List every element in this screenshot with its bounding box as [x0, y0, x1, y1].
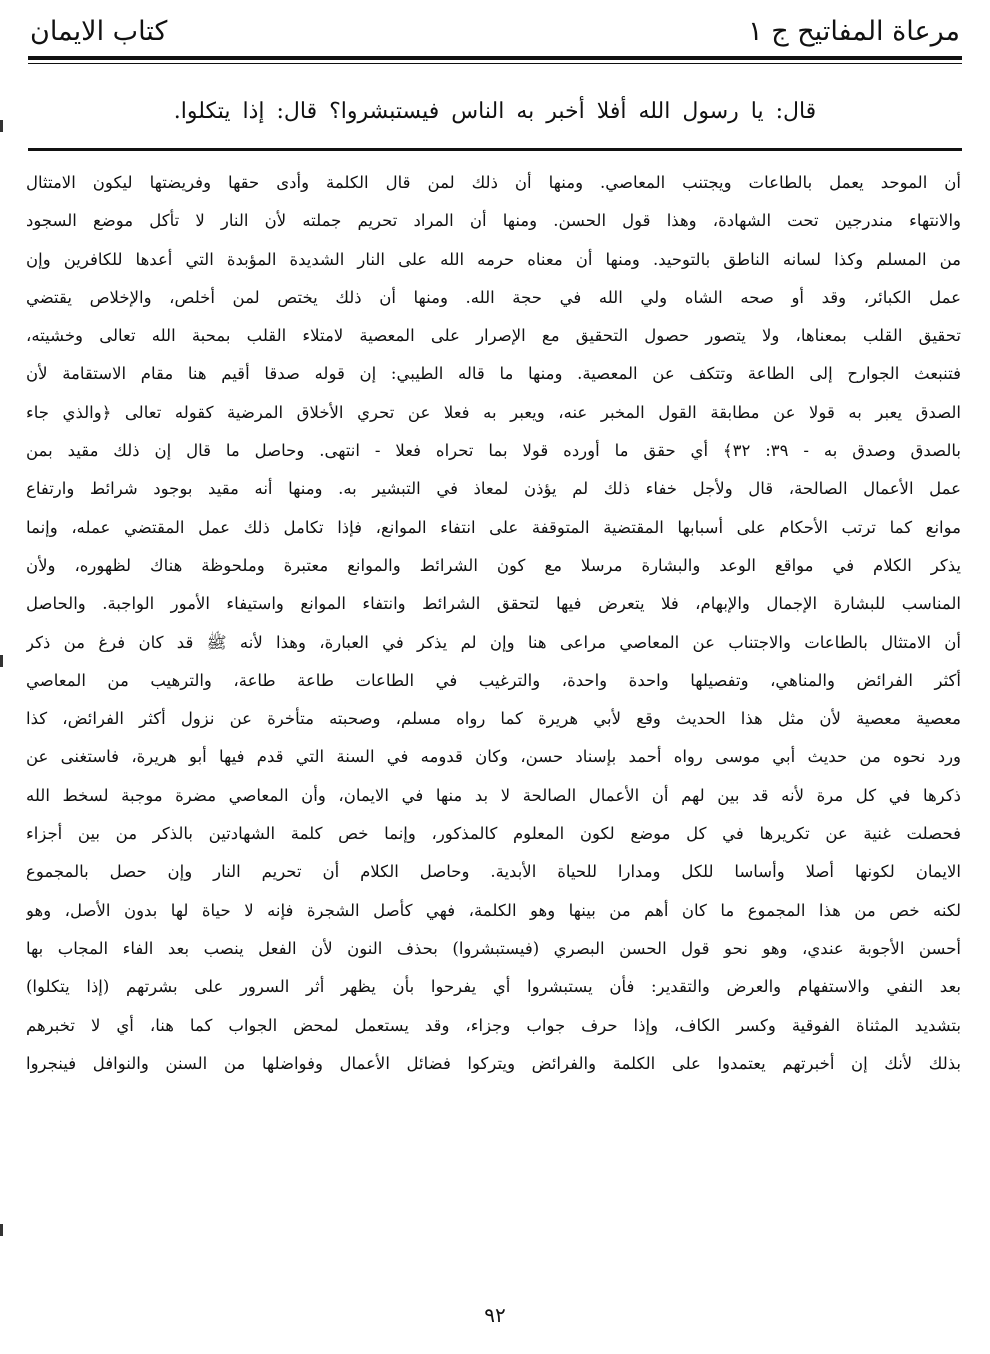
hadith-separator-rule	[28, 148, 962, 151]
commentary-line: لكنه خص من هذا المجموع ما كان أهم من بينها وهو الكلمة، فهي كأصل الشجرة فإنه لا حياة لها بدون الأصل، وهو	[26, 900, 961, 920]
chapter-title: كتاب الايمان	[30, 16, 168, 47]
commentary-line: الصدق يعبر به قولا عن مطابقة القول المخبر عنه، ويعبر به فعلا عن تحري الأخلاق المرضية كقوله تعالى ﴿والذي جاء	[26, 402, 961, 422]
header-rule-thick	[28, 56, 962, 60]
commentary-line: موانع كما ترتب الأحكام على أسبابها المقتضية المتوقفة على انتفاء الموانع، فإذا تكامل ذلك عمل المقتضي عمله، وإنما	[26, 517, 961, 537]
commentary-line: عمل الأعمال الصالحة، قال ولأجل خفاء ذلك لم يؤذن لمعاذ في التبشير به. ومنها أنه مقيد بوجود شرائط وارتفاع	[26, 479, 961, 499]
page-header	[30, 12, 960, 52]
commentary-line: أن الامتثال بالطاعات والاجتناب عن المعاصي مراعى هنا وإن لم يذكر في العبارة، وهذا لأنه ﷺ قد كان فرغ من ذكر	[26, 632, 961, 652]
book-title: مرعاة المفاتيح ج ١	[748, 16, 960, 47]
commentary-line: بذلك لأنك إن أخبرتهم يعتمدوا على الكلمة والفرائض ويتركوا فضائل الأعمال وفواضلها من السنن والنوافل فينجروا	[26, 1053, 961, 1073]
hadith-text: قال: يا رسول الله أفلا أخبر به الناس فيستبشروا؟ قال: إذا يتكلوا.	[173, 99, 817, 124]
scan-margin-mark	[0, 1224, 3, 1236]
commentary-line: معصية معصية لأن مثل هذا الحديث وقع لأبي هريرة كما رواه مسلم، وصحبته متأخرة عن نزول أكثر الفرائض، كذا	[26, 709, 961, 729]
scan-margin-mark	[0, 655, 3, 667]
commentary-line: ورد نحوه من حديث أبي موسى رواه أحمد بإسناد حسن، وكان قدومه في السنة التي قدم فيها أبو هريرة، فاستغنى عن	[26, 747, 961, 767]
commentary-line: يذكر الكلام في مواقع الوعد والبشارة مرسلا مع كون الشرائط والموانع معتبرة وملحوظة هناك لظهوره، ولأن	[26, 555, 961, 575]
commentary-body	[26, 164, 961, 1083]
commentary-line: عمل الكبائر، وقد أو صحه الشاه ولي الله في حجة الله. ومنها أن ذلك يختص لمن أخلص، والإخلاص يقتضي	[26, 287, 961, 307]
scan-margin-mark	[0, 120, 3, 132]
commentary-line: الايمان لكونها أصلا وأساسا للكل ومدارا للحياة الأبدية. وحاصل الكلام أن تحريم النار وإن حصل بالمجموع	[26, 862, 961, 882]
commentary-line: أحسن الأجوبة عندي، وهو نحو قول الحسن البصري (فيستبشروا) بحذف النون لأن الفعل ينصب بعد الفاء المجاب بها	[26, 938, 961, 958]
header-rule-thin	[28, 63, 962, 64]
commentary-line: والانتهاء مندرجين تحت الشهادة، وهذا قول الحسن. ومنها أن المراد تحريم جملته لأن النار لا تأكل موضع السجود	[26, 211, 961, 231]
commentary-line: تحقيق القلب بمعناها، ولا يتصور حصول التحقيق مع الإصرار على المعصية لامتلاء القلب بمحبة الله تعالى وخشيته،	[26, 326, 961, 346]
commentary-line: المناسب للبشارة الإجمال والإبهام، فلا يتعرض فيها لتحقق الشرائط وانتفاء الموانع واستيفاء الأمور الواجبة. والحاصل	[26, 594, 961, 614]
page-number: ٩٢	[484, 1303, 506, 1327]
commentary-line: بتشديد المثناة الفوقية وكسر الكاف، وإذا حرف جواب وجزاء، وقد يستعمل لمحض الجواب كما هنا، أي لا تخبرهم	[26, 1015, 961, 1035]
commentary-line: بالصدق وصدق به - ٣٩: ٣٢﴾ أي حقق ما أورده قولا بما تحراه فعلا - انتهى. وحاصل ما قال إن ذلك مقيد بمن	[26, 441, 961, 461]
commentary-line: ذكرها في كل مرة لأنه قد بين لهم أن الأعمال الصالحة لا بد منها في الايمان، وأن المعاصي مضرة موجبة لسخط الله	[26, 785, 961, 805]
commentary-line: من المسلم وكذا لسانه الناطق بالتوحيد. ومنها أن معناه حرمه الله على النار الشديدة المؤبدة التي أعدها للكافرين وإن	[26, 249, 961, 269]
commentary-line: أن الموحد يعمل بالطاعات ويجتنب المعاصي. ومنها أن ذلك لمن قال الكلمة وأدى حقها وفريضتها ليكون الامتثال	[26, 173, 961, 192]
commentary-line: فتنبعث الجوارح إلى الطاعة وتتكف عن المعصية. ومنها ما قاله الطيبي: إن قوله صدقا أقيم هنا مقام الاستقامة لأن	[26, 364, 961, 384]
commentary-line: بعد النفي والاستفهام والعرض والتقدير: فأن يستبشروا أي يفرحوا بأن يظهر أثر السرور على بشرتهم (إذا يتكلوا)	[26, 977, 961, 997]
commentary-line: أكثر الفرائض والمناهي، وتفصيلها واحدة واحدة، والترغيب في الطاعات طاعة طاعة، والترهيب من المعاصي	[26, 670, 961, 690]
commentary-line: فحصلت غنية عن تكريرها في كل موضع لكون المعلوم كالمذكور، وإنما خص كلمة الشهادتين بالذكر من بين أجزاء	[26, 824, 961, 844]
